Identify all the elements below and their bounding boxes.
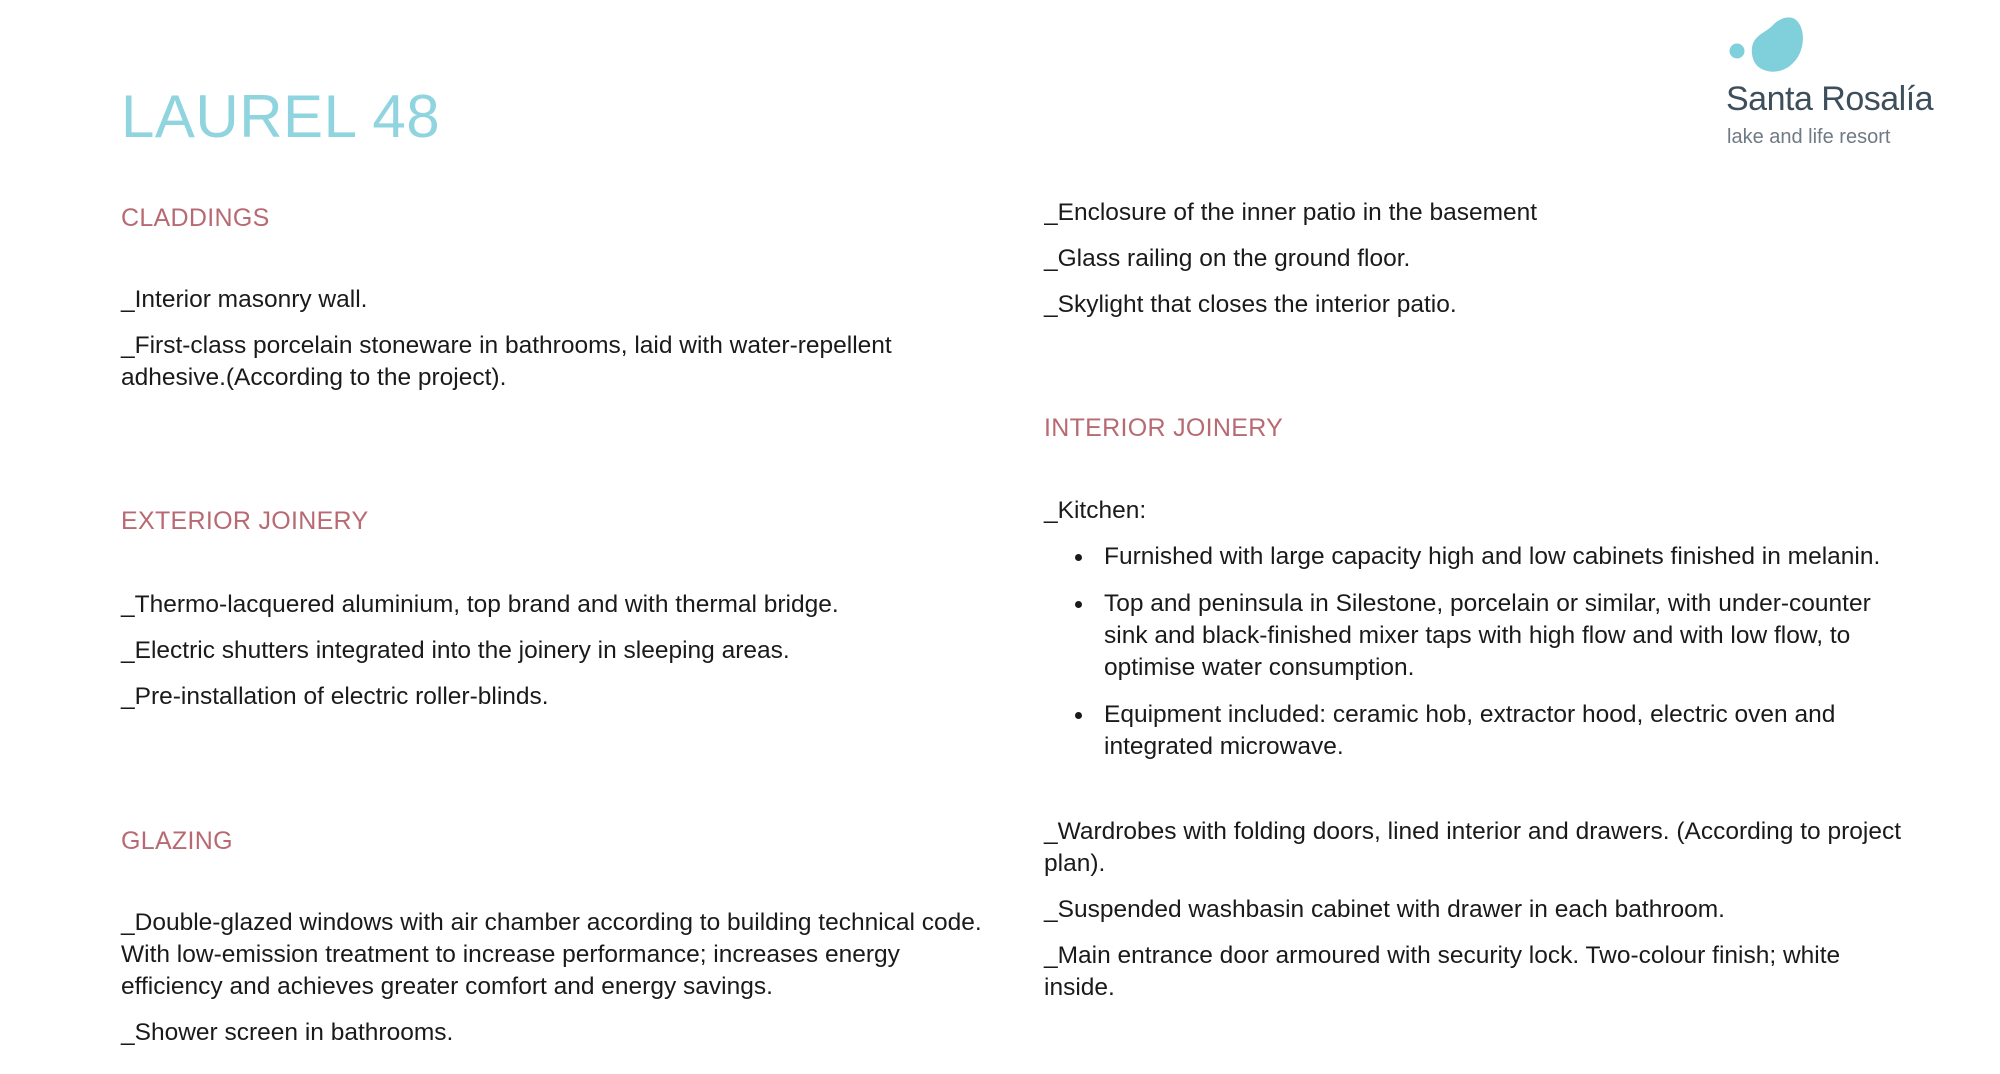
bullet-item: Furnished with large capacity high and low cabinets finished in melanin. <box>1104 541 1904 573</box>
spec-item: _Suspended washbasin cabinet with drawer in each bathroom. <box>1044 896 1725 923</box>
section-heading-glazing: GLAZING <box>121 827 233 855</box>
water-drop-logo-icon <box>1726 14 1836 84</box>
spec-item: _Thermo-lacquered aluminium, top brand and with thermal bridge. <box>121 591 839 618</box>
kitchen-label: _Kitchen: <box>1044 497 1147 524</box>
section-heading-claddings: CLADDINGS <box>121 204 270 232</box>
spec-item: _First-class porcelain stoneware in bathrooms, laid with water-repellent adhesive.(According to the project). <box>121 332 892 391</box>
right-column <box>1044 197 1904 1018</box>
spec-item: _Pre-installation of electric roller-blinds. <box>121 683 549 710</box>
left-column <box>121 204 991 1063</box>
bullet-item: Top and peninsula in Silestone, porcelain or similar, with under-counter sink and black-finished mixer taps with high flow and with low flow, to optimise water consumption. <box>1104 588 1904 684</box>
logo-tagline: lake and life resort <box>1727 126 1891 148</box>
spec-item-clipped: _Enclosure of the inner patio in the basement <box>1044 199 1538 226</box>
spec-item: _Main entrance door armoured with security lock. Two-colour finish; white inside. <box>1044 942 1841 1001</box>
section-heading-exterior-joinery: EXTERIOR JOINERY <box>121 507 369 535</box>
logo-name: Santa Rosalía <box>1726 80 1934 118</box>
bullet-item: Equipment included: ceramic hob, extractor hood, electric oven and integrated microwave. <box>1104 699 1904 763</box>
spec-item: _Interior masonry wall. <box>121 286 368 313</box>
kitchen-bullet-list <box>1044 541 1904 763</box>
spec-item: _Shower screen in bathrooms. <box>121 1019 454 1046</box>
page-title: LAUREL 48 <box>121 83 441 150</box>
section-heading-interior-joinery: INTERIOR JOINERY <box>1044 414 1284 442</box>
spec-item: _Glass railing on the ground floor. <box>1044 245 1411 272</box>
spec-item: _Skylight that closes the interior patio. <box>1044 291 1457 318</box>
spec-item: _Double-glazed windows with air chamber according to building technical code. With low-emission treatment to increase performance; increases energy efficiency and achieves greater comfort and energy savings. <box>121 909 982 1000</box>
spec-item: _Wardrobes with folding doors, lined interior and drawers. (According to project plan). <box>1044 818 1902 877</box>
brand-logo <box>1726 14 1966 154</box>
spec-item: _Electric shutters integrated into the joinery in sleeping areas. <box>121 637 790 664</box>
